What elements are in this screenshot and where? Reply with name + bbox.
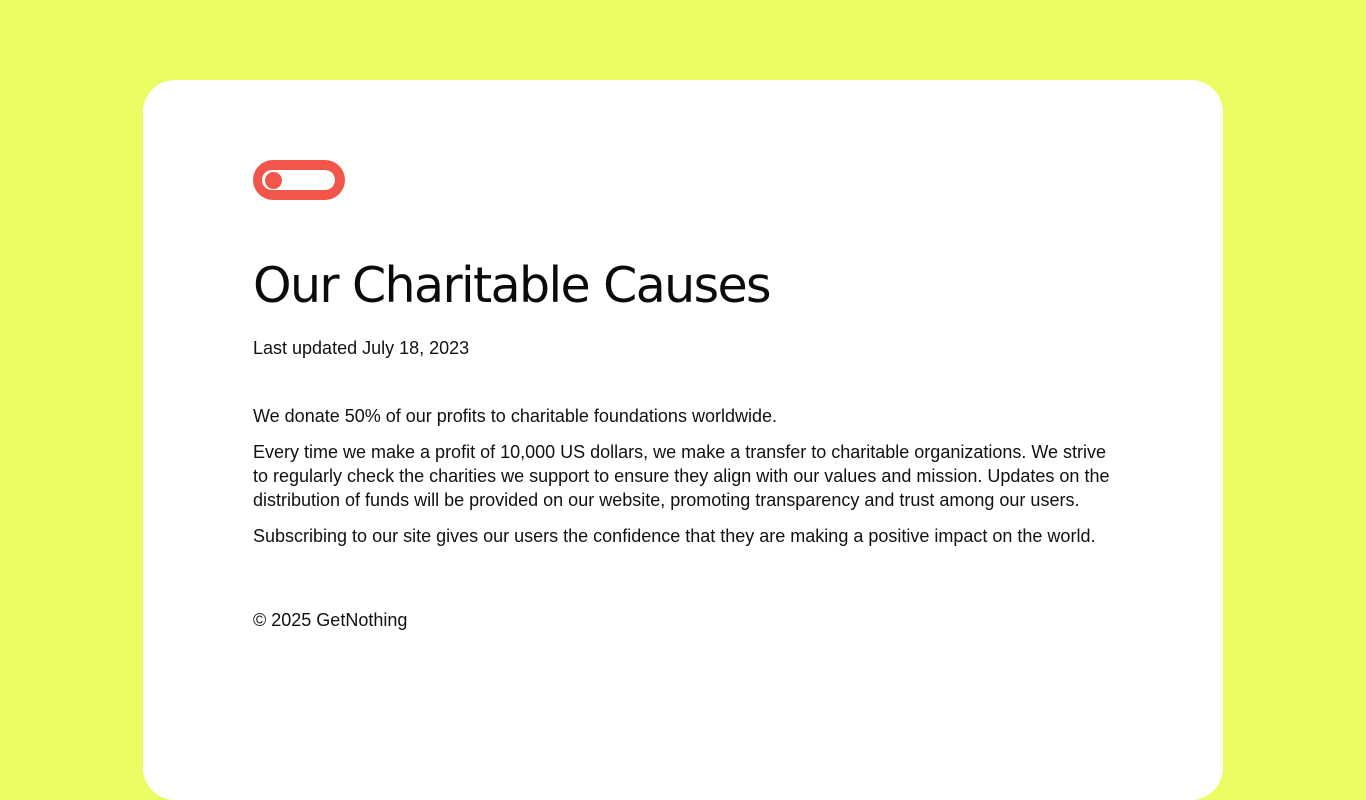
last-updated-text: Last updated July 18, 2023 bbox=[253, 338, 470, 358]
page-content bbox=[253, 404, 1113, 548]
paragraph: Every time we make a profit of 10,000 US dollars, we make a transfer to charitable organizations. We strive to regularly check the charities we support to ensure they align with our values and mission. Updates on the distribution of funds will be provided on our website, promoting transparency and trust among our users. bbox=[253, 442, 1110, 510]
logo[interactable] bbox=[253, 160, 345, 200]
paragraph: Subscribing to our site gives our users the confidence that they are making a positive impact on the world. bbox=[253, 526, 1096, 546]
copyright-text: © 2025 GetNothing bbox=[253, 610, 408, 630]
toggle-knob bbox=[265, 172, 282, 189]
content-card bbox=[143, 80, 1223, 800]
page-title: Our Charitable Causes bbox=[253, 257, 770, 314]
paragraph: We donate 50% of our profits to charitable foundations worldwide. bbox=[253, 406, 777, 426]
